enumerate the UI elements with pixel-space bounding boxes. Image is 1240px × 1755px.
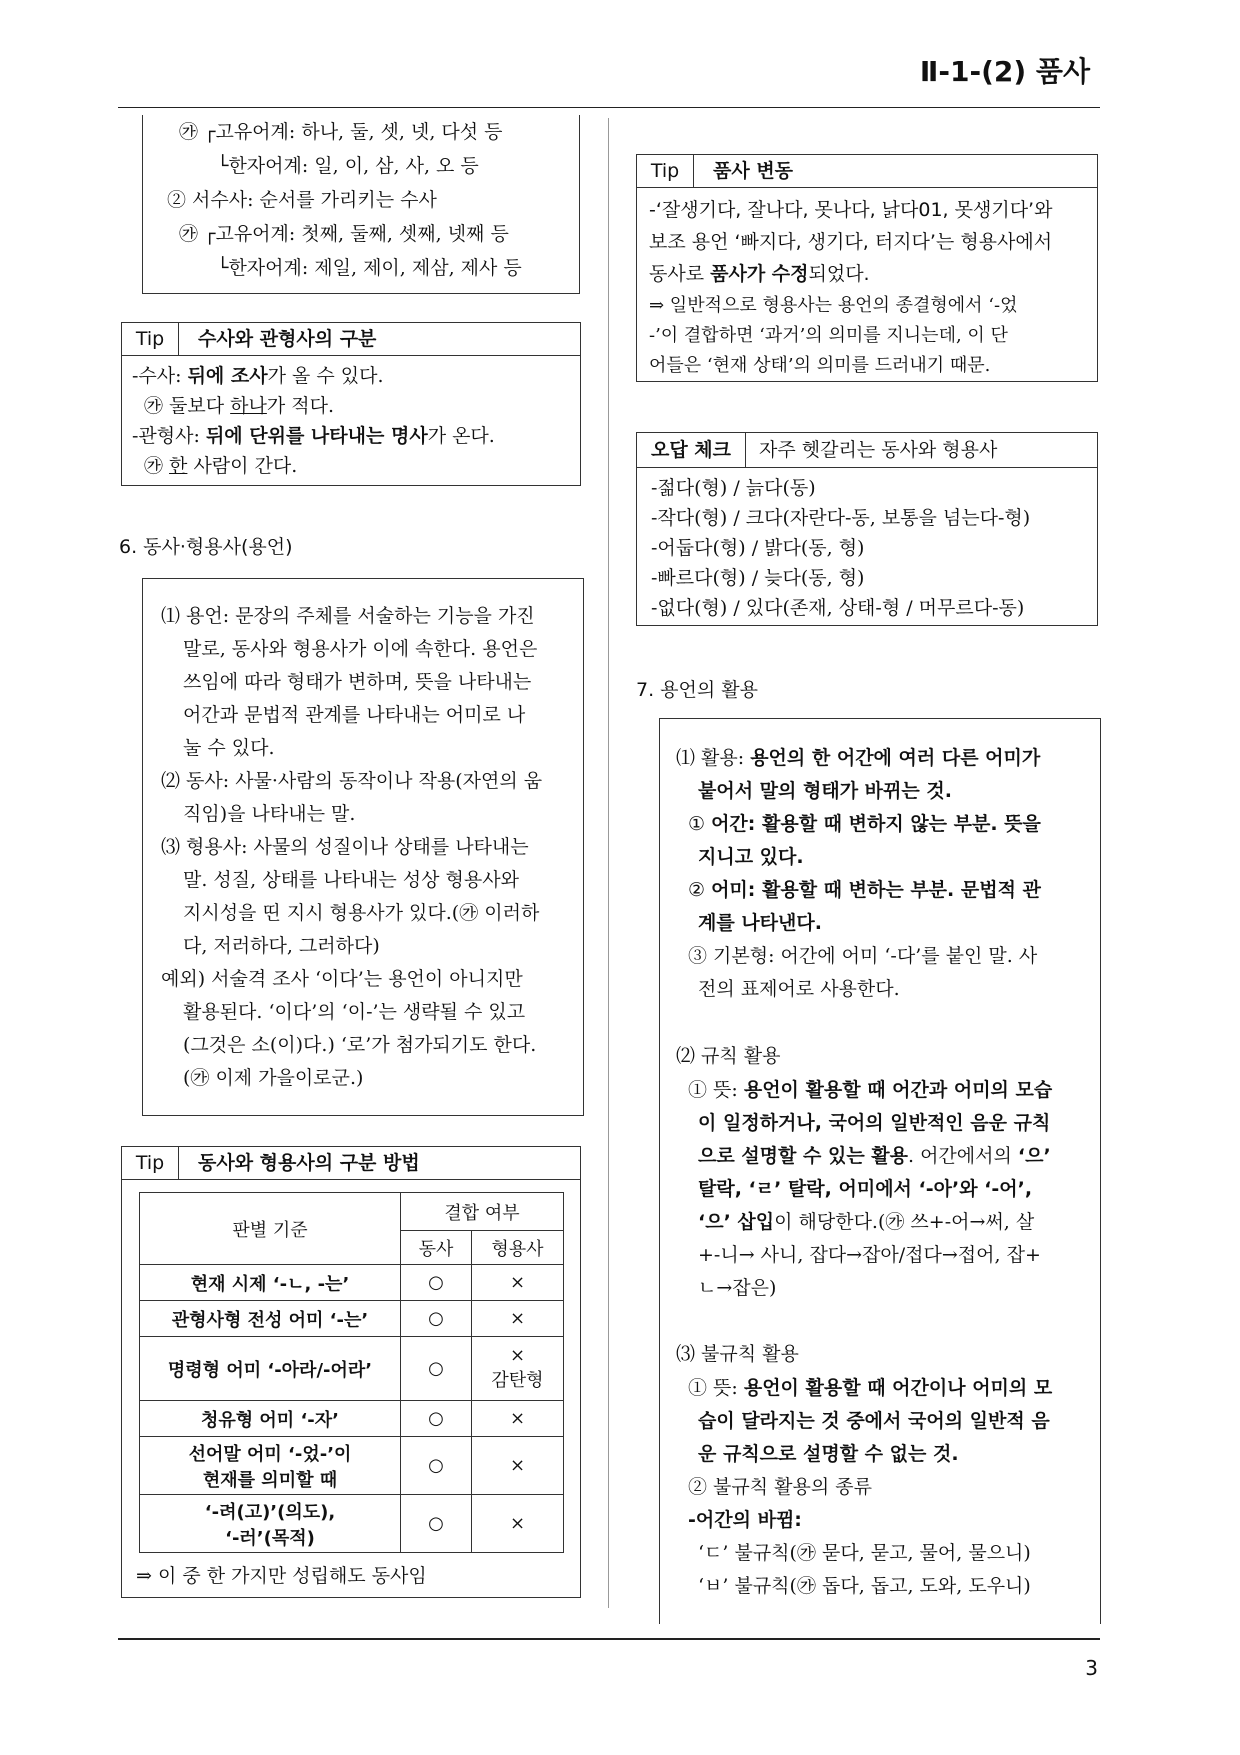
tip-tag: Tip <box>122 1147 179 1179</box>
tip-heading: 품사 변동 <box>713 160 794 182</box>
tip-numeral-vs-determiner <box>121 322 581 486</box>
regular-heading: ⑵ 규칙 활용 <box>676 1045 781 1067</box>
conj-line: -어간의 바뀜: <box>688 1509 802 1531</box>
tip-heading: 수사와 관형사의 구분 <box>198 328 377 350</box>
tip-line: -수사: 뒤에 조사가 올 수 있다. <box>132 365 384 387</box>
conj-line: ① 뜻: 용언이 활용할 때 어간이나 어미의 모 <box>688 1377 1053 1399</box>
conj-line: ‘ㄷ’ 불규칙(㉮ 묻다, 묻고, 물어, 물으니) <box>698 1542 1031 1564</box>
check-heading: 자주 헷갈리는 동사와 형용사 <box>759 439 998 461</box>
conj-line: 계를 나타낸다. <box>698 912 822 934</box>
footer-rule <box>118 1638 1100 1640</box>
table-row: 명령형 어미 ‘-아라/-어라’ ○ × 감탄형 <box>140 1337 564 1401</box>
conj-line: +-니→ 사니, 잡다→잡아/접다→접어, 잡+ <box>698 1244 1041 1266</box>
conj-line: ② 불규칙 활용의 종류 <box>688 1476 872 1498</box>
definition-line: ⑵ 동사: 사물·사람의 동작이나 작용(자연의 움 <box>161 770 543 792</box>
conj-line: ㄴ→잡은) <box>698 1277 777 1299</box>
table-row: ‘-려(고)’(의도), ‘-러’(목적) ○ × <box>140 1495 564 1553</box>
tip-line: 동사로 품사가 수정되었다. <box>649 263 870 285</box>
conj-line: 이 일정하거나, 국어의 일반적인 음운 규칙 <box>698 1112 1051 1134</box>
check-item: -없다(형) / 있다(존재, 상태-형 / 머무르다-동) <box>651 597 1025 619</box>
table-row: 선어말 어미 ‘-었-’이 현재를 의미할 때 ○ × <box>140 1437 564 1495</box>
conj-line: ‘ㅂ’ 불규칙(㉮ 돕다, 돕고, 도와, 도우니) <box>698 1575 1031 1597</box>
definition-line: 활용된다. ‘이다’의 ‘이-’는 생략될 수 있고 <box>183 1001 526 1023</box>
page-number: 3 <box>1085 1656 1098 1680</box>
check-item: -빠르다(형) / 늦다(동, 형) <box>651 567 865 589</box>
tip-pos-change <box>636 154 1098 382</box>
conj-line: ① 뜻: 용언이 활용할 때 어간과 어미의 모습 <box>688 1079 1053 1101</box>
conjugation-box <box>659 718 1101 1624</box>
tip-footer: ⇒ 이 중 한 가지만 성립해도 동사임 <box>136 1565 427 1587</box>
numerals-box <box>142 115 580 294</box>
check-tag: 오답 체크 <box>637 433 746 467</box>
tip-example: ㉮ 한 사람이 간다. <box>144 455 298 477</box>
conj-line: 습이 달라지는 것 중에서 국어의 일반적 음 <box>698 1410 1050 1432</box>
irregular-heading: ⑶ 불규칙 활용 <box>676 1343 799 1365</box>
numerals-line-4: ㉮ ┌고유어계: 첫째, 둘째, 셋째, 넷째 등 <box>179 223 509 245</box>
column-divider <box>608 118 609 1608</box>
numerals-line-2: └한자어계: 일, 이, 삼, 사, 오 등 <box>217 155 479 177</box>
tip-tag: Tip <box>637 155 694 187</box>
conj-line: ③ 기본형: 어간에 어미 ‘-다’를 붙인 말. 사 <box>688 945 1038 967</box>
header-rule <box>118 107 1100 108</box>
definition-line: 지시성을 띤 지시 형용사가 있다.(㉮ 이러하 <box>183 902 540 924</box>
definition-line: (그것은 소(이)다.) ‘로’가 첨가되기도 한다. <box>183 1034 537 1056</box>
tip-line: -’이 결합하면 ‘과거’의 의미를 지니는데, 이 단 <box>649 325 1008 346</box>
definition-line: 눌 수 있다. <box>183 737 275 759</box>
definition-line: ⑴ 용언: 문장의 주체를 서술하는 기능을 가진 <box>161 605 535 627</box>
tip-line: 보조 용언 ‘빠지다, 생기다, 터지다’는 형용사에서 <box>649 231 1053 253</box>
tip-header <box>637 155 1097 188</box>
conj-line: 으로 설명할 수 있는 활용. 어간에서의 ‘으’ <box>698 1145 1051 1167</box>
section-heading-7: 7. 용언의 활용 <box>636 679 758 701</box>
table-row: 현재 시제 ‘-ㄴ, -는’ ○ × <box>140 1265 564 1301</box>
definition-line: 말. 성질, 상태를 나타내는 성상 형용사와 <box>183 869 519 891</box>
table-row: 청유형 어미 ‘-자’ ○ × <box>140 1401 564 1437</box>
tip-header <box>122 323 580 356</box>
definition-line: 다, 저러하다, 그러하다) <box>183 935 380 957</box>
definition-line: 어간과 문법적 관계를 나타내는 어미로 나 <box>183 704 526 726</box>
conj-line: ② 어미: 활용할 때 변하는 부분. 문법적 관 <box>688 879 1041 901</box>
tip-header <box>122 1147 580 1180</box>
check-header <box>637 433 1097 468</box>
numerals-line-3: ② 서수사: 순서를 가리키는 수사 <box>167 189 437 211</box>
conj-line: ‘으’ 삽입이 해당한다.(㉮ 쓰+-어→써, 살 <box>698 1211 1035 1233</box>
check-item: -작다(형) / 크다(자란다-동, 보통을 넘는다-형) <box>651 507 1031 529</box>
definition-line: 쓰임에 따라 형태가 변하며, 뜻을 나타내는 <box>183 671 532 693</box>
page-title: Ⅱ-1-(2) 품사 <box>919 55 1090 88</box>
conj-line: 붙어서 말의 형태가 바뀌는 것. <box>698 780 952 802</box>
definition-line: (㉮ 이제 가을이로군.) <box>183 1067 364 1089</box>
tip-tag: Tip <box>122 323 179 355</box>
tip-line: 어들은 ‘현재 상태’의 의미를 드러내기 때문. <box>649 355 991 376</box>
header-criteria: 판별 기준 <box>140 1193 401 1265</box>
section-heading-6: 6. 동사·형용사(용언) <box>119 536 293 558</box>
conj-line: ⑴ 활용: 용언의 한 어간에 여러 다른 어미가 <box>676 747 1041 769</box>
definition-line: 예외) 서술격 조사 ‘이다’는 용언이 아니지만 <box>161 968 523 990</box>
numerals-line-1: ㉮ ┌고유어계: 하나, 둘, 셋, 넷, 다섯 등 <box>179 121 503 143</box>
definition-line: ⑶ 형용사: 사물의 성질이나 상태를 나타내는 <box>161 836 529 858</box>
header-combine: 결합 여부 <box>401 1193 564 1231</box>
tip-line: -관형사: 뒤에 단위를 나타내는 명사가 온다. <box>132 425 495 447</box>
tip-line: -‘잘생기다, 잘나다, 못나다, 낡다01, 못생기다’와 <box>649 199 1053 221</box>
definitions-box-6 <box>142 578 584 1116</box>
check-item: -어둡다(형) / 밝다(동, 형) <box>651 537 865 559</box>
tip-example: ㉮ 둘보다 하나가 적다. <box>144 395 335 417</box>
definition-line: 말로, 동사와 형용사가 이에 속한다. 용언은 <box>183 638 538 660</box>
tip-heading: 동사와 형용사의 구분 방법 <box>198 1152 420 1174</box>
conj-line: 지니고 있다. <box>698 846 804 868</box>
header-verb: 동사 <box>401 1231 472 1265</box>
check-box <box>636 432 1098 626</box>
conj-line: 탈락, ‘ㄹ’ 탈락, 어미에서 ‘-아’와 ‘-어’, <box>698 1178 1033 1200</box>
conj-line: ① 어간: 활용할 때 변하지 않는 부분. 뜻을 <box>688 813 1041 835</box>
table-row: 관형사형 전성 어미 ‘-는’ ○ × <box>140 1301 564 1337</box>
numerals-line-5: └한자어계: 제일, 제이, 제삼, 제사 등 <box>217 257 522 279</box>
criteria-table <box>139 1192 564 1553</box>
definition-line: 직임)을 나타내는 말. <box>183 803 356 825</box>
tip-verb-vs-adjective <box>121 1146 581 1598</box>
conj-line: 운 규칙으로 설명할 수 없는 것. <box>698 1443 959 1465</box>
tip-line: ⇒ 일반적으로 형용사는 용언의 종결형에서 ‘-었 <box>649 295 1018 316</box>
conj-line: 전의 표제어로 사용한다. <box>698 978 900 1000</box>
check-item: -젊다(형) / 늙다(동) <box>651 477 816 499</box>
header-adjective: 형용사 <box>472 1231 564 1265</box>
